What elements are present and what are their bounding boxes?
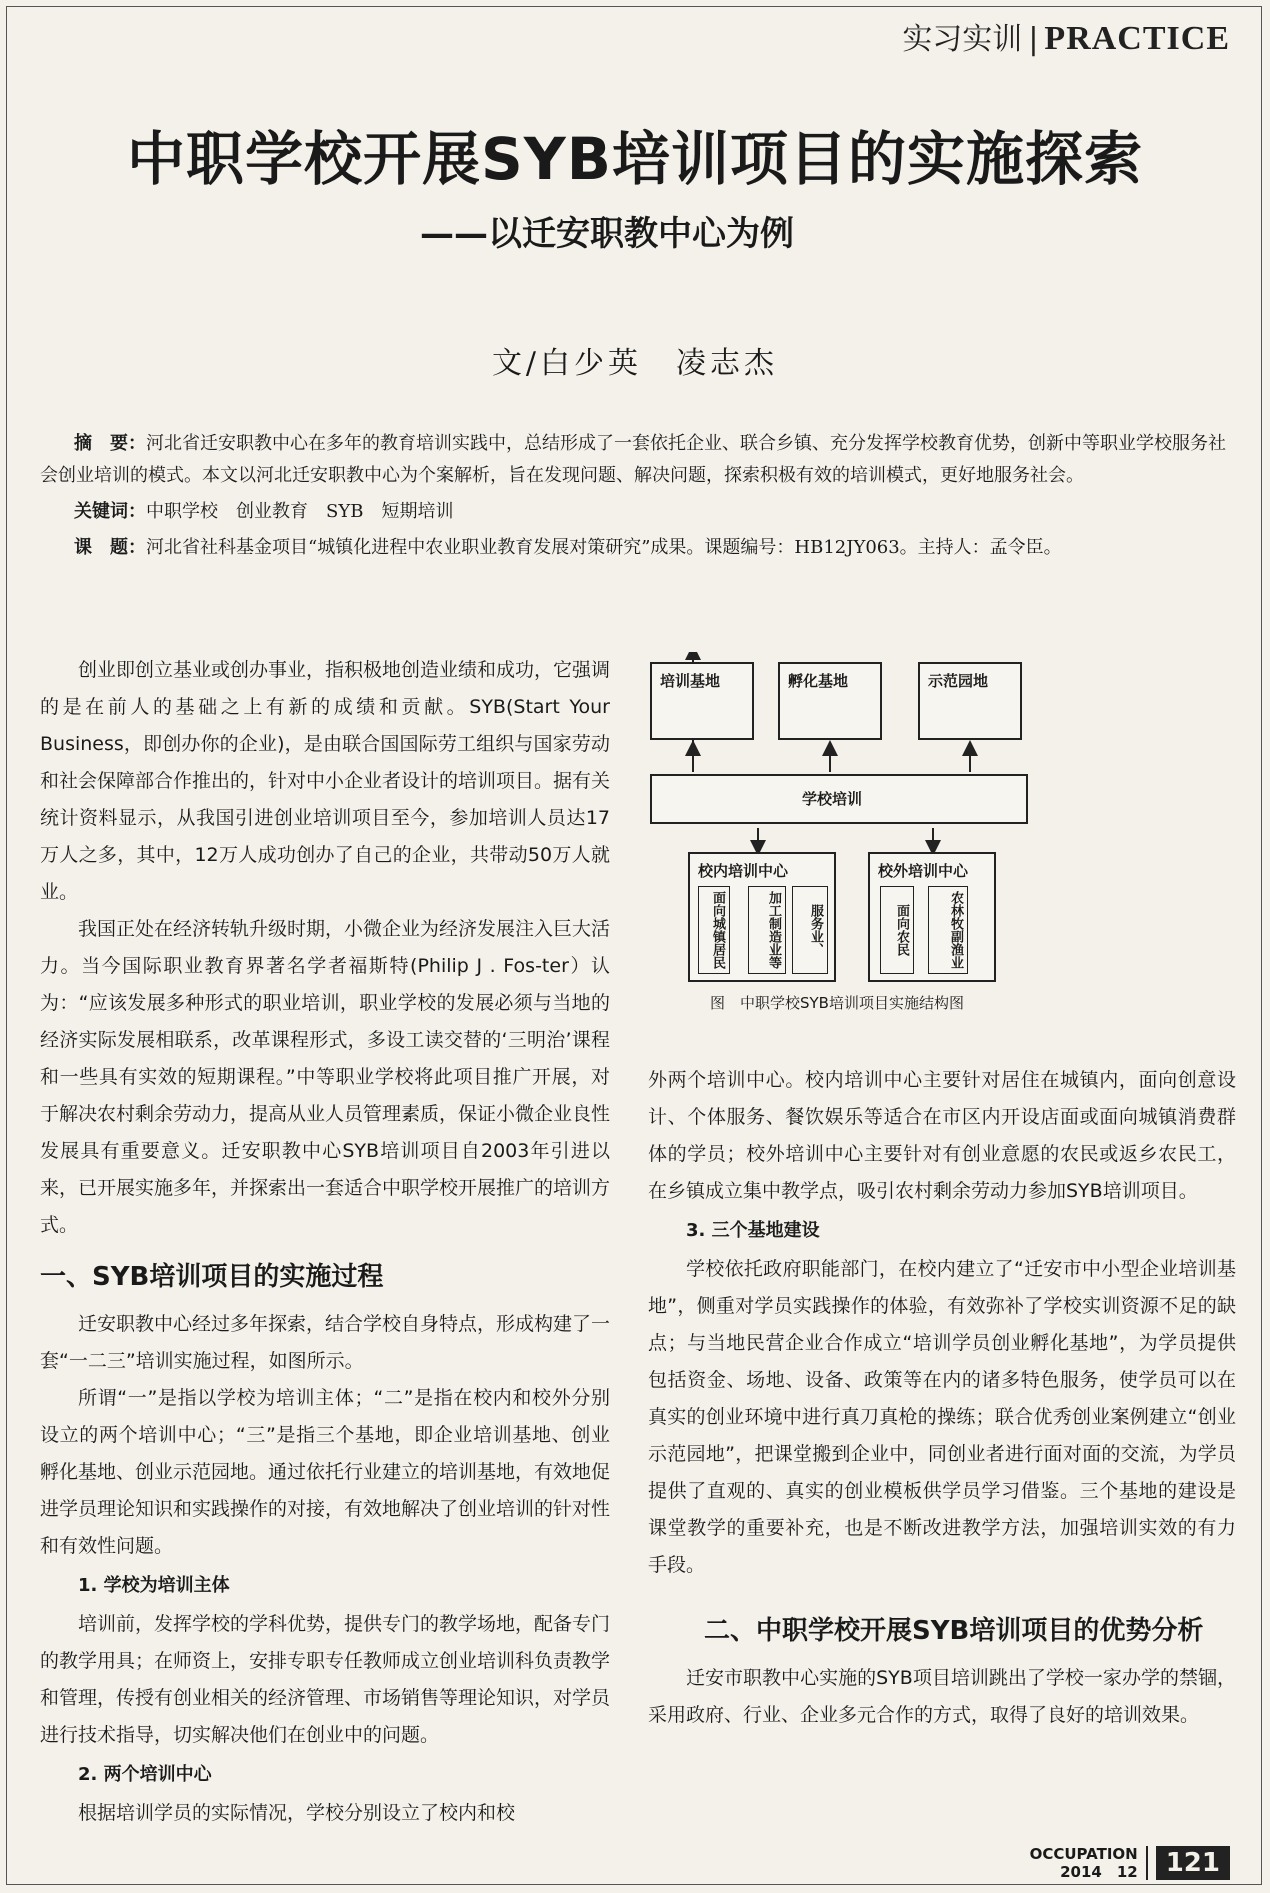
paragraph: 培训前，发挥学校的学科优势，提供专门的教学场地，配备专门的教学用具；在师资上，安排专职专任教师成立创业培训科负责教学和管理，传授有创业相关的经济管理、市场销售等理论知识，对学员进行技术指导，切实解决他们在创业中的问题。: [40, 1613, 611, 1746]
keywords: 关键词：中职学校 创业教育 SYB 短期培训: [74, 501, 454, 522]
left-column: [40, 652, 610, 1832]
paragraph: 迁安市职教中心实施的SYB项目培训跳出了学校一家办学的禁锢，采用政府、行业、企业多元合作的方式，取得了良好的培训效果。: [648, 1667, 1236, 1726]
internal-target-box: 面向城镇居民: [698, 886, 730, 974]
diagram-caption: 图 中职学校SYB培训项目实施结构图: [710, 994, 964, 1012]
paragraph: 我国正处在经济转轨升级时期，小微企业为经济发展注入巨大活力。当今国际职业教育界著名学者福斯特(Philip J . Fos-ter）认为：“应该发展多种形式的职业培训，职业学校的发展必须与当地的经济实际发展相联系，改革课程形式，多设工读交替的‘三明治’课程和一些具有实效的短期课程。”中等职业学校将此项目推广开展，对于解决农村剩余劳动力，提高从业人员管理素质，保证小微企业良性发展具有重要意义。迁安职教中心SYB培训项目自2003年引进以来，已开展实施多年，并探索出一套适合中职学校开展推广的培训方式。: [40, 918, 611, 1236]
section-label: 实习实训: [902, 22, 1023, 57]
section-heading: 一、SYB培训项目的实施过程: [40, 1262, 384, 1292]
section-label-en: PRACTICE: [1044, 20, 1230, 57]
paragraph: 迁安职教中心经过多年探索，结合学校自身特点，形成构建了一套“一二三”培训实施过程，如图所示。: [40, 1313, 611, 1372]
structure-diagram: [648, 652, 1236, 1032]
training-base-box: 培训基地: [650, 662, 754, 740]
page-footer: [1030, 1845, 1230, 1881]
demo-base-box: 示范园地: [918, 662, 1022, 740]
paragraph: 学校依托政府职能部门，在校内建立了“迁安市中小型企业培训基地”，侧重对学员实践操作的体验，有效弥补了学校实训资源不足的缺点；与当地民营企业合作成立“培训学员创业孵化基地”，为学员提供包括资金、场地、设备、政策等在内的诸多特色服务，使学员可以在真实的创业环境中进行真刀真枪的操练；联合优秀创业案例建立“创业示范园地”，把课堂搬到企业中，同创业者进行面对面的交流，为学员提供了直观的、真实的创业模板供学员学习借鉴。三个基地的建设是课堂教学的重要补充，也是不断改进教学方法，加强培训实效的有力手段。: [648, 1258, 1236, 1576]
incubation-base-box: 孵化基地: [778, 662, 882, 740]
school-training-box: 学校培训: [650, 774, 1028, 824]
page-number: 121: [1156, 1846, 1230, 1880]
article-subtitle: ——以迁安职教中心为例: [420, 214, 794, 254]
internal-service-box: 服务业、: [792, 886, 828, 974]
subsection-heading: 3. 三个基地建设: [686, 1220, 820, 1241]
external-target-box: 面向农民: [880, 886, 914, 974]
abstract: 摘 要：河北省迁安职教中心在多年的教育培训实践中，总结形成了一套依托企业、联合乡镇、充分发挥学校教育优势，创新中等职业学校服务社会创业培训的模式。本文以河北迁安职教中心为个案解析，旨在发现问题、解决问题，探索积极有效的培训模式，更好地服务社会。: [40, 433, 1226, 486]
abstract-block: [40, 428, 1232, 568]
subsection-heading: 2. 两个培训中心: [78, 1764, 212, 1785]
paragraph: 创业即创立基业或创办事业，指积极地创造业绩和成功，它强调的是在前人的基础之上有新的成绩和贡献。SYB(Start Your Business，即创办你的企业)，是由联合国国际劳工组织与国家劳动和社会保障部合作推出的，针对中小企业者设计的培训项目。据有关统计资料显示，从我国引进创业培训项目至今，参加培训人员达17万人之多，其中，12万人成功创办了自己的企业，共带动50万人就业。: [40, 659, 611, 903]
journal-info: OCCUPATION 2014 12: [1029, 1845, 1138, 1881]
paragraph: 外两个培训中心。校内培训中心主要针对居住在城镇内，面向创意设计、个体服务、餐饮娱乐等适合在市区内开设店面或面向城镇消费群体的学员；校外培训中心主要针对有创业意愿的农民或返乡农民工，在乡镇成立集中教学点，吸引农村剩余劳动力参加SYB培训项目。: [648, 1069, 1236, 1202]
article-title: 中职学校开展SYB培训项目的实施探索: [127, 125, 1143, 193]
paragraph: 根据培训学员的实际情况，学校分别设立了校内和校: [78, 1802, 516, 1824]
subsection-heading: 1. 学校为培训主体: [78, 1575, 230, 1596]
external-industry-box: 农林牧副渔业: [928, 886, 968, 974]
internal-center-box: 校内培训中心 面向城镇居民 加工制造业等 服务业、: [688, 852, 836, 982]
section-header: 实习实训 | PRACTICE: [902, 20, 1230, 57]
external-center-box: 校外培训中心 面向农民 农林牧副渔业: [868, 852, 996, 982]
paragraph: 所谓“一”是指以学校为培训主体；“二”是指在校内和校外分别设立的两个培训中心；“三”是指三个基地，即企业培训基地、创业孵化基地、创业示范园地。通过依托行业建立的培训基地，有效地促进学员理论知识和实践操作的对接，有效地解决了创业培训的针对性和有效性问题。: [40, 1387, 611, 1557]
section-heading: 二、中职学校开展SYB培训项目的优势分析: [704, 1616, 1204, 1646]
project-info: 课 题：河北省社科基金项目“城镇化进程中农业职业教育发展对策研究”成果。课题编号：HB12JY063。主持人：孟令臣。: [74, 537, 1062, 558]
authors: 文/白少英 凌志杰: [491, 346, 779, 381]
internal-industry-box: 加工制造业等: [748, 886, 786, 974]
right-column: [648, 1062, 1236, 1734]
